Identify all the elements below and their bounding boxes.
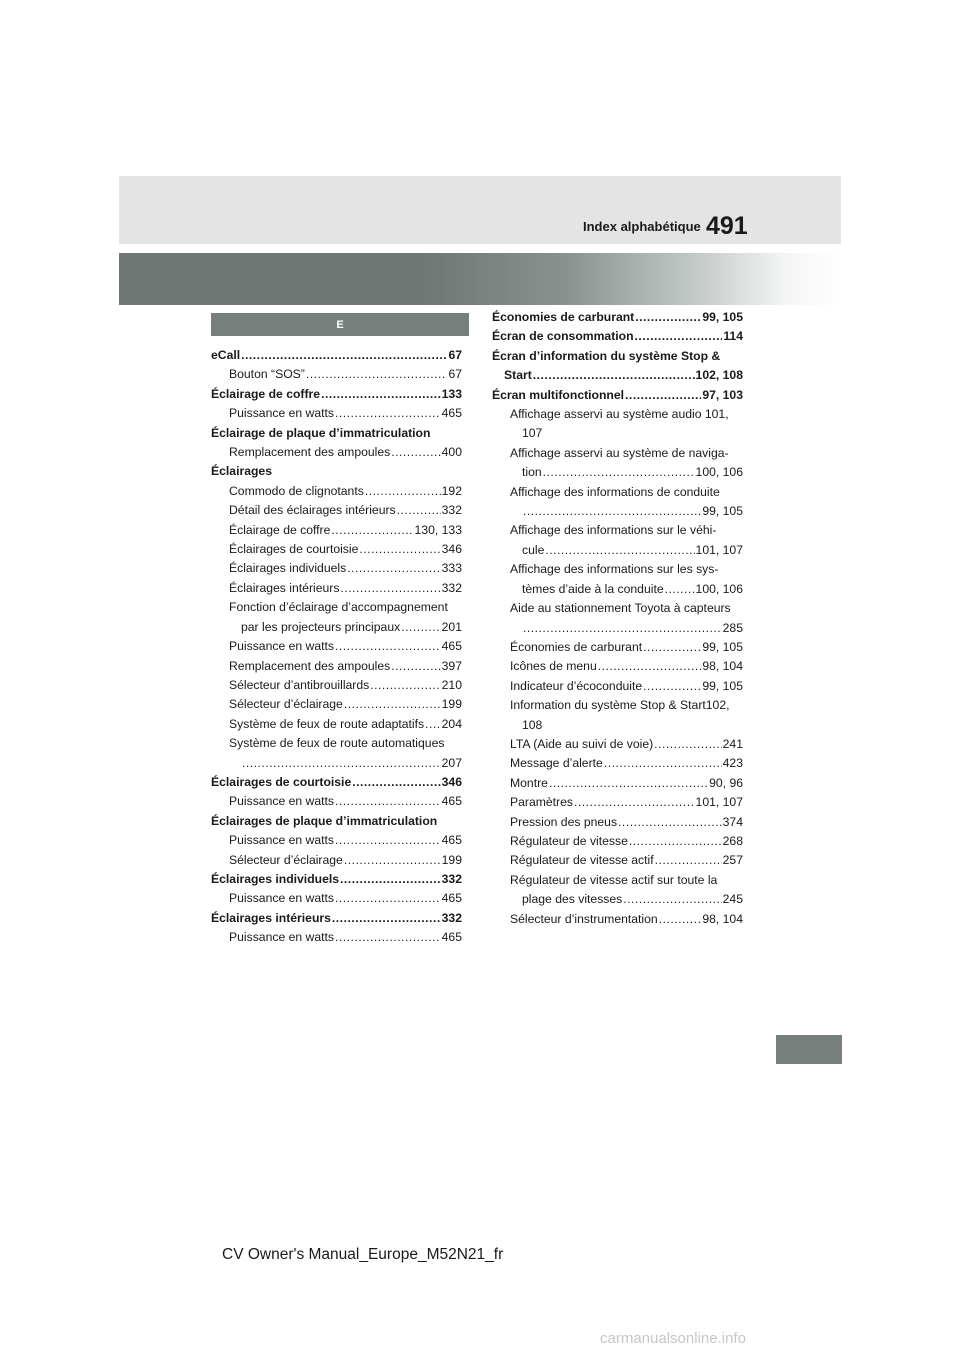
dot-leader [391,657,440,676]
index-entry-term: Pression des pneus [510,814,618,829]
index-entry-term: Puissance en watts [229,891,335,906]
index-entry [492,463,743,482]
index-entry-term: LTA (Aide au suivi de voie) [510,736,654,751]
dot-leader [523,619,722,638]
index-entry-term: tèmes d’aide à la conduite [522,581,664,596]
index-entry [211,637,462,656]
index-entry-page: 397 [441,658,462,673]
index-entry [492,541,743,560]
dot-leader [391,443,440,462]
index-entry [211,928,462,947]
watermark: carmanualsonline.info [600,1330,746,1347]
index-entry-term: Message d’alerte [510,756,603,771]
dot-leader [665,580,695,599]
index-entry [211,365,462,384]
dot-leader [241,346,447,365]
dot-leader [623,890,721,909]
index-entry [492,619,743,638]
index-entry-term: eCall [211,348,241,362]
index-entry-page: 465 [441,833,462,848]
dot-leader [340,579,440,598]
dot-leader [654,735,721,754]
index-entry-page: 99, 105 [702,310,743,324]
index-entry [492,580,743,599]
index-entry-term: Éclairages de courtoisie [229,542,359,557]
dot-leader [574,793,695,812]
dot-leader [335,928,441,947]
index-entry [211,540,462,559]
index-entry [211,521,462,540]
index-entry-page: 346 [441,542,462,557]
index-entry-page: 465 [441,639,462,654]
dot-leader [331,521,413,540]
index-entry-term: Montre [510,775,548,790]
index-entry-term: Détail des éclairages intérieurs [229,503,396,518]
index-entry-page: 423 [722,756,743,771]
dot-leader [545,541,694,560]
index-entry-page: 245 [722,892,743,907]
dot-leader [643,638,701,657]
index-entry-page: 332 [441,580,462,595]
index-entry [211,909,462,928]
index-entry-term: tion [522,465,542,480]
index-entry-page: 210 [441,677,462,692]
index-entry-term: Éclairages de courtoisie [211,774,352,789]
index-entry-page: 332 [441,910,462,925]
dot-leader [543,463,695,482]
index-entry-term: Puissance en watts [229,406,335,421]
index-entry: Affichage asservi au système de naviga- [510,445,729,460]
index-entry [492,308,743,327]
dot-leader [370,676,440,695]
index-entry: Système de feux de route automatiques [229,736,445,751]
index-entry-term: Éclairage de coffre [229,522,331,537]
index-entry-page: 97, 103 [702,387,743,402]
index-entry-page: 99, 105 [702,639,743,654]
dot-leader [629,832,722,851]
footer-document-id: CV Owner's Manual_Europe_M52N21_fr [222,1246,504,1263]
index-entry-page: 67 [448,367,462,382]
index-entry [211,715,462,734]
index-entry-page: 101, 107 [695,542,743,557]
index-entry-page: 99, 105 [702,678,743,693]
index-entry-term: Paramètres [510,795,573,810]
index-entry-term: Sélecteur d’instrumentation [510,911,658,926]
dot-leader [242,754,441,773]
dot-leader [635,327,723,346]
index-entry-page: 207 [441,755,462,770]
index-entry [492,793,743,812]
index-entry-term: Système de feux de route adaptatifs [229,716,425,731]
dot-leader [523,502,701,521]
index-entry-term: Puissance en watts [229,794,335,809]
index-entry [492,386,743,405]
dot-leader [335,404,441,423]
index-entry-page: 133 [441,386,462,401]
dot-leader [549,774,708,793]
page-number: 491 [706,212,748,240]
index-entry-term: Remplacement des ampoules [229,658,391,673]
index-entry: Affichage asservi au système audio 101, [510,407,729,422]
index-entry-term: Éclairages individuels [229,561,347,576]
index-entry-page: 201 [441,619,462,634]
page-title: Index alphabétique [583,219,701,234]
index-entry: Affichage des informations de conduite [510,484,720,499]
dot-leader [352,773,440,792]
index-entry-term: Icônes de menu [510,659,597,674]
index-entry-term: Bouton “SOS” [229,367,305,382]
index-entry: Écran d’information du système Stop & [492,348,721,363]
index-entry [211,851,462,870]
index-entry-page: 332 [441,503,462,518]
dot-leader [344,695,441,714]
dot-leader [598,657,702,676]
index-entry-page: 465 [441,794,462,809]
index-entry-term: Régulateur de vitesse [510,833,628,848]
index-entry: Éclairage de plaque d’immatriculation [211,425,431,440]
dot-leader [306,365,448,384]
index-entry [211,754,462,773]
index-entry-term: Éclairages intérieurs [211,910,331,925]
chapter-tab [776,1035,842,1064]
dot-leader [335,889,441,908]
index-entry [492,890,743,909]
index-entry-term: Puissance en watts [229,833,335,848]
dot-leader [604,754,722,773]
dot-leader [625,386,701,405]
index-entry-page: 100, 106 [695,465,743,480]
index-entry-page: 400 [441,445,462,460]
dot-leader [359,540,440,559]
index-entry-page: 333 [441,561,462,576]
index-entry-term: Éclairages individuels [211,871,340,886]
index-entry-page: 99, 105 [702,504,743,519]
index-entry-term: Start [504,368,532,383]
index-entry-term: Sélecteur d’éclairage [229,697,343,712]
index-entry-term: Commodo de clignotants [229,483,364,498]
dot-leader [335,637,441,656]
dot-leader [335,831,441,850]
index-entry: Régulateur de vitesse actif sur toute la [510,872,718,887]
index-entry-term: par les projecteurs principaux [241,619,401,634]
index-entry [492,366,743,385]
index-entry [211,501,462,520]
index-entry [492,754,743,773]
dot-leader [365,482,441,501]
index-entry-page: 102, 108 [695,368,743,383]
dot-leader [344,851,441,870]
index-entry: Éclairages de plaque d’immatriculation [211,813,438,828]
index-entry [492,677,743,696]
dot-leader [425,715,441,734]
index-entry [492,813,743,832]
index-entry: Éclairages [211,464,272,479]
index-entry: Fonction d’éclairage d’accompagnement [229,600,448,615]
index-entry-page: 90, 96 [709,775,743,790]
index-entry [492,327,743,346]
index-entry [492,774,743,793]
index-entry-page: 199 [441,852,462,867]
index-entry: 108 [522,717,543,732]
index-entry-page: 285 [722,620,743,635]
dot-leader [340,870,441,889]
dot-leader [659,910,702,929]
index-entry-term: Éclairages intérieurs [229,580,340,595]
index-entry-term: cule [522,542,545,557]
dot-leader [401,618,440,637]
index-entry-term: Puissance en watts [229,930,335,945]
section-letter-heading: E [211,313,469,336]
index-entry: 107 [522,426,543,441]
index-entry [211,579,462,598]
dot-leader [533,366,695,385]
index-entry: Aide au stationnement Toyota à capteurs [510,601,731,616]
index-entry [211,482,462,501]
dot-leader [321,385,441,404]
index-entry-page: 67 [448,348,462,362]
index-entry-term: Écran multifonctionnel [492,387,625,402]
index-entry [211,385,462,404]
index-entry-term: Remplacement des ampoules [229,445,391,460]
index-entry [211,870,462,889]
index-entry-page: 100, 106 [695,581,743,596]
index-entry [211,695,462,714]
index-entry [492,910,743,929]
index-entry [211,657,462,676]
index-entry-page: 192 [441,483,462,498]
dot-leader [347,559,440,578]
index-entry [211,404,462,423]
index-entry-page: 98, 104 [702,659,743,674]
index-entry-page: 257 [722,853,743,868]
index-entry: Affichage des informations sur le véhi- [510,523,717,538]
index-entry-term: Puissance en watts [229,639,335,654]
index-entry [492,735,743,754]
index-entry: Information du système Stop & Start102, [510,698,730,713]
dot-leader [635,308,701,327]
index-entry [211,831,462,850]
index-entry-page: 465 [441,891,462,906]
dot-leader [397,501,441,520]
index-entry-term: plage des vitesses [522,892,623,907]
index-entry-page: 346 [441,774,462,789]
index-entry [211,443,462,462]
index-entry-page: 465 [441,406,462,421]
index-entry: Affichage des informations sur les sys- [510,562,719,577]
index-entry-term: Économies de carburant [510,639,643,654]
index-entry [492,638,743,657]
index-entry-term: Économies de carburant [492,310,635,324]
index-entry [211,618,462,637]
index-entry-page: 332 [441,871,462,886]
index-entry [492,657,743,676]
index-entry [492,851,743,870]
index-entry-page: 241 [722,736,743,751]
dot-leader [655,851,722,870]
index-entry-page: 101, 107 [695,795,743,810]
index-entry-page: 114 [723,329,743,344]
index-entry-term: Indicateur d’écoconduite [510,678,643,693]
index-entry-page: 199 [441,697,462,712]
index-entry-page: 268 [722,833,743,848]
index-entry [492,502,743,521]
dot-leader [335,792,441,811]
index-entry [492,832,743,851]
decorative-gradient-bar [119,253,841,305]
dot-leader [332,909,441,928]
index-entry [211,792,462,811]
index-entry-page: 374 [722,814,743,829]
index-entry [211,346,462,365]
index-entry-term: Sélecteur d’éclairage [229,852,343,867]
index-entry-term: Régulateur de vitesse actif [510,853,654,868]
index-entry-term: Éclairage de coffre [211,386,321,401]
index-column-right [492,308,743,929]
index-entry [211,889,462,908]
index-entry-page: 465 [441,930,462,945]
index-entry-page: 130, 133 [414,522,462,537]
index-entry-page: 98, 104 [702,911,743,926]
index-entry [211,559,462,578]
index-entry [211,676,462,695]
index-column-left [211,346,462,948]
dot-leader [643,677,701,696]
index-entry [211,773,462,792]
index-entry-term: Écran de consommation [492,329,634,344]
dot-leader [618,813,722,832]
index-entry-term: Sélecteur d’antibrouillards [229,677,370,692]
index-entry-page: 204 [441,716,462,731]
